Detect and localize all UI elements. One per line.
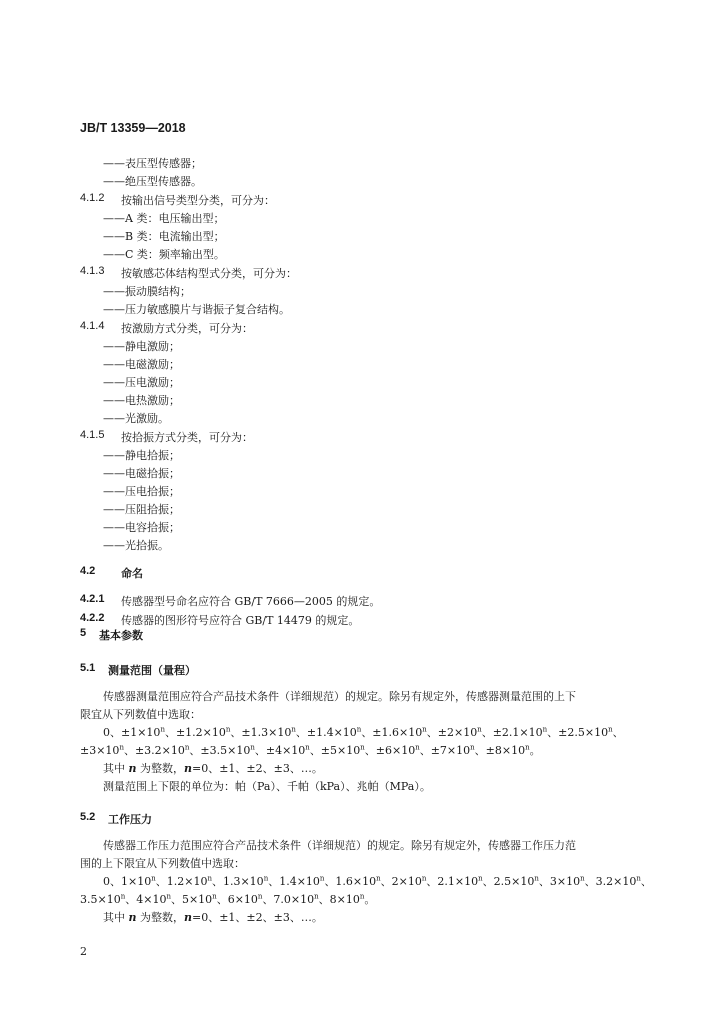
value-list: $3.5\times 10^n$、$4\times 10^n$、$5\times 10^n$、$6\times 10^n$、$7.0\times 10^n$、$8\times 10^n$。 <box>80 892 376 906</box>
list-item: ——表压型传感器； <box>103 157 202 170</box>
section-number: 4.2 <box>80 565 96 577</box>
list-item: ——压力敏感膜片与谐振子复合结构。 <box>103 303 290 316</box>
list-item: ——电容拾振； <box>103 521 180 534</box>
paragraph: 限宜从下列数值中选取： <box>80 708 201 721</box>
section-number: 5.2 <box>80 811 96 823</box>
paragraph: 传感器工作压力范围应符合产品技术条件（详细规范）的规定。除另有规定外，传感器工作压力范 <box>103 839 576 852</box>
list-item: ——电磁激励； <box>103 358 180 371</box>
list-item: ——光激励。 <box>103 412 169 425</box>
list-item: ——电热激励； <box>103 394 180 407</box>
list-item: ——压电激励； <box>103 376 180 389</box>
page-number: 2 <box>80 945 87 958</box>
clause-text: 传感器型号命名应符合 GB/T 7666—2005 的规定。 <box>121 595 381 608</box>
paragraph: 围的上下限宜从下列数值中选取： <box>80 857 245 870</box>
clause-number: 4.2.1 <box>80 593 105 605</box>
note-text: 其中 n 为整数，n=0、±1、±2、±3、…。 <box>103 911 323 924</box>
list-item: ——压阻拾振； <box>103 503 180 516</box>
list-item: ——绝压型传感器。 <box>103 175 202 188</box>
clause-text: 传感器的图形符号应符合 GB/T 14479 的规定。 <box>121 614 360 627</box>
section-number: 5 <box>80 627 87 639</box>
list-item: ——静电激励； <box>103 340 180 353</box>
section-title: 基本参数 <box>99 630 143 642</box>
list-item: ——C 类：频率输出型。 <box>103 248 225 261</box>
clause-number: 4.1.4 <box>80 320 105 332</box>
list-item: ——电磁拾振； <box>103 467 180 480</box>
section-title: 工作压力 <box>108 814 152 826</box>
value-list: 0、$1\times 10^n$、$1.2\times 10^n$、$1.3\times 10^n$、$1.4\times 10^n$、$1.6\times 10^n$、$2\times 10^n$、$2.1\times 10^n$、$2.5\times 10^n$、$3\times 10^n$、$3.2\times 10^n$、 <box>103 874 652 888</box>
clause-title: 按敏感芯体结构型式分类，可分为： <box>121 267 297 280</box>
section-number: 5.1 <box>80 662 96 674</box>
clause-title: 按激励方式分类，可分为： <box>121 322 253 335</box>
clause-number: 4.1.3 <box>80 265 105 277</box>
value-list: 0、$\pm 1\times 10^n$、$\pm 1.2\times 10^n$、$\pm 1.3\times 10^n$、$\pm 1.4\times 10^n$、$\pm 1.6\times 10^n$、$\pm 2\times 10^n$、$\pm 2.1\times 10^n$、$\pm 2.5\times 10^n$、 <box>103 725 624 739</box>
clause-title: 按输出信号类型分类，可分为： <box>121 194 275 207</box>
value-list: $\pm 3\times 10^n$、$\pm 3.2\times 10^n$、$\pm 3.5\times 10^n$、$\pm 4\times 10^n$、$\pm 5\times 10^n$、$\pm 6\times 10^n$、$\pm 7\times 10^n$、$\pm 8\times 10^n$。 <box>80 743 541 757</box>
section-title: 测量范围（量程） <box>108 665 196 677</box>
paragraph: 传感器测量范围应符合产品技术条件（详细规范）的规定。除另有规定外，传感器测量范围的上下 <box>103 690 576 703</box>
note-text: 其中 n 为整数，n=0、±1、±2、±3、…。 <box>103 762 323 775</box>
document-code-header: JB/T 13359—2018 <box>80 121 186 135</box>
clause-number: 4.1.5 <box>80 429 105 441</box>
clause-number: 4.1.2 <box>80 192 105 204</box>
list-item: ——B 类：电流输出型； <box>103 230 225 243</box>
list-item: ——振动膜结构； <box>103 285 191 298</box>
list-item: ——静电拾振； <box>103 449 180 462</box>
unit-text: 测量范围上下限的单位为：帕（Pa）、千帕（kPa）、兆帕（MPa）。 <box>103 780 431 793</box>
section-title: 命名 <box>121 568 143 580</box>
list-item: ——A 类：电压输出型； <box>103 212 225 225</box>
clause-number: 4.2.2 <box>80 612 105 624</box>
list-item: ——压电拾振； <box>103 485 180 498</box>
list-item: ——光拾振。 <box>103 539 169 552</box>
clause-title: 按拾振方式分类，可分为： <box>121 431 253 444</box>
